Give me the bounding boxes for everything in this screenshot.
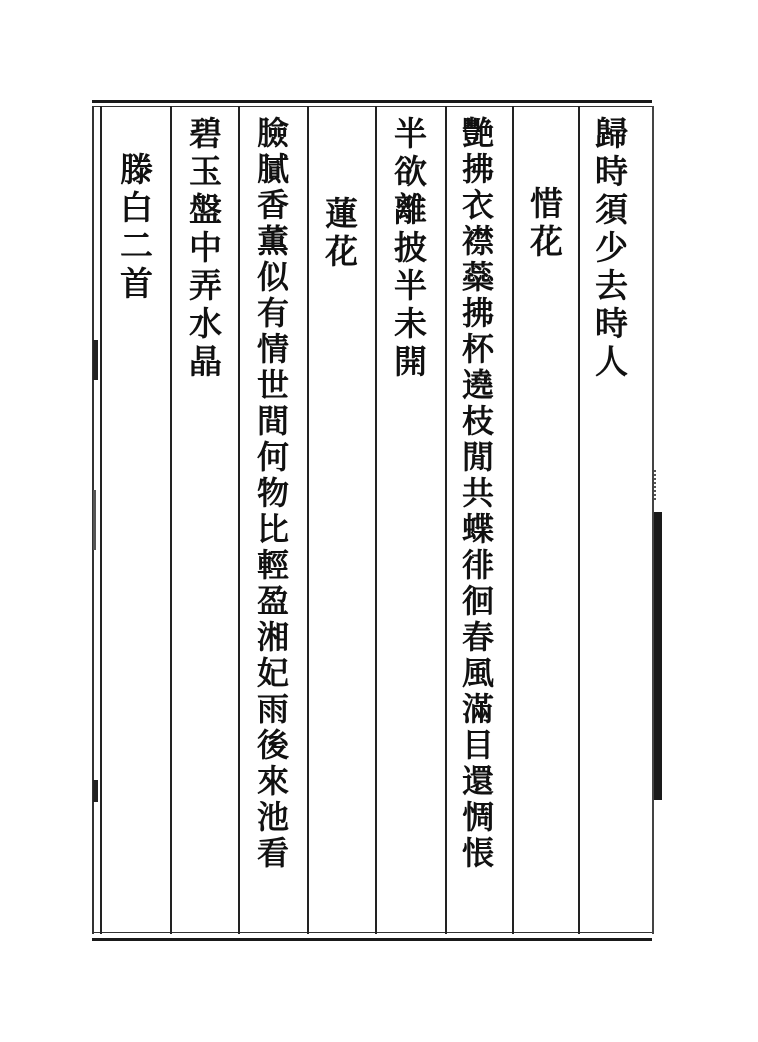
column-divider bbox=[512, 106, 514, 934]
bottom-border-rule bbox=[92, 938, 652, 941]
column-divider bbox=[238, 106, 240, 934]
author-heading: 滕白二首 bbox=[115, 152, 154, 304]
column-divider bbox=[578, 106, 580, 934]
bottom-inner-rule bbox=[92, 932, 652, 933]
poem-title-lianhua: 蓮花 bbox=[320, 196, 359, 272]
column-divider bbox=[307, 106, 309, 934]
top-border-rule bbox=[92, 100, 652, 103]
binding-bar bbox=[654, 512, 662, 800]
text-column-7: 碧玉盤中弄水晶 bbox=[184, 116, 223, 382]
text-column-6: 臉膩香薫似有情世間何物比輕盈湘妃雨後來池看 bbox=[252, 116, 290, 872]
left-edge-mark bbox=[93, 340, 98, 380]
text-column-1: 歸時須少去時人 bbox=[590, 116, 629, 382]
text-column-4: 半欲離披半未開 bbox=[389, 116, 428, 382]
left-edge-mark bbox=[93, 490, 96, 550]
left-edge-mark bbox=[93, 780, 98, 802]
column-divider bbox=[375, 106, 377, 934]
binding-dots bbox=[654, 470, 660, 500]
column-divider bbox=[445, 106, 447, 934]
text-column-3: 艷拂衣襟蘂拂杯遶枝閒共蝶徘徊春風滿目還惆悵 bbox=[457, 116, 495, 872]
column-divider bbox=[100, 106, 102, 934]
column-divider bbox=[170, 106, 172, 934]
top-inner-rule bbox=[92, 106, 652, 107]
poem-title-xihua: 惜花 bbox=[525, 186, 564, 262]
